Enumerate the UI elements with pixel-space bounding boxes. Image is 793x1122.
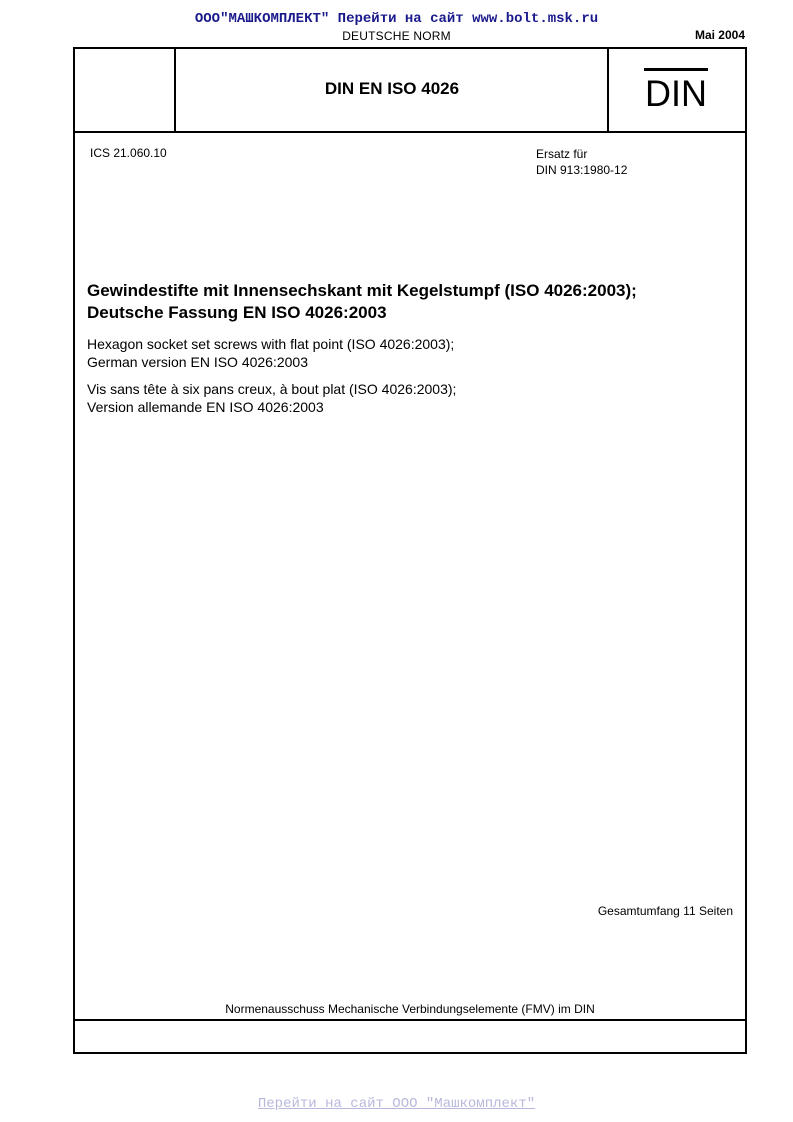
- title-english-line1: Hexagon socket set screws with flat point (ISO 4026:2003);: [87, 336, 455, 352]
- total-pages: Gesamtumfang 11 Seiten: [597, 904, 733, 918]
- title-french: [87, 380, 737, 416]
- top-site-link[interactable]: ООО"МАШКОМПЛЕКТ" Перейти на сайт www.bolt.msk.ru: [194, 11, 599, 27]
- document-frame: [73, 47, 747, 1054]
- replaces-value: DIN 913:1980-12: [536, 163, 628, 177]
- replaces-block: [536, 146, 627, 178]
- title-french-line2: Version allemande EN ISO 4026:2003: [87, 399, 324, 415]
- din-logo-icon: [644, 68, 708, 110]
- title-english: [87, 335, 737, 371]
- replaces-label: Ersatz für: [536, 147, 588, 161]
- title-english-line2: German version EN ISO 4026:2003: [87, 354, 309, 370]
- ics-code: ICS 21.060.10: [90, 146, 167, 160]
- committee-name: Normenausschuss Mechanische Verbindungselemente (FMV) im DIN: [225, 1002, 595, 1016]
- bottom-site-link[interactable]: Перейти на сайт ООО "Машкомплект": [257, 1096, 536, 1112]
- norm-type-label: DEUTSCHE NORM: [342, 29, 451, 43]
- document-number: DIN EN ISO 4026: [324, 79, 460, 98]
- din-logo-text: DIN: [645, 73, 707, 110]
- title-french-line1: Vis sans tête à six pans creux, à bout plat (ISO 4026:2003);: [87, 381, 457, 397]
- publication-date: Mai 2004: [694, 28, 745, 42]
- title-german-line1: Gewindestifte mit Innensechskant mit Kegelstumpf (ISO 4026:2003);: [87, 281, 637, 300]
- title-german-line2: Deutsche Fassung EN ISO 4026:2003: [87, 303, 387, 322]
- footer-divider: [73, 1019, 747, 1021]
- title-german: [87, 280, 737, 324]
